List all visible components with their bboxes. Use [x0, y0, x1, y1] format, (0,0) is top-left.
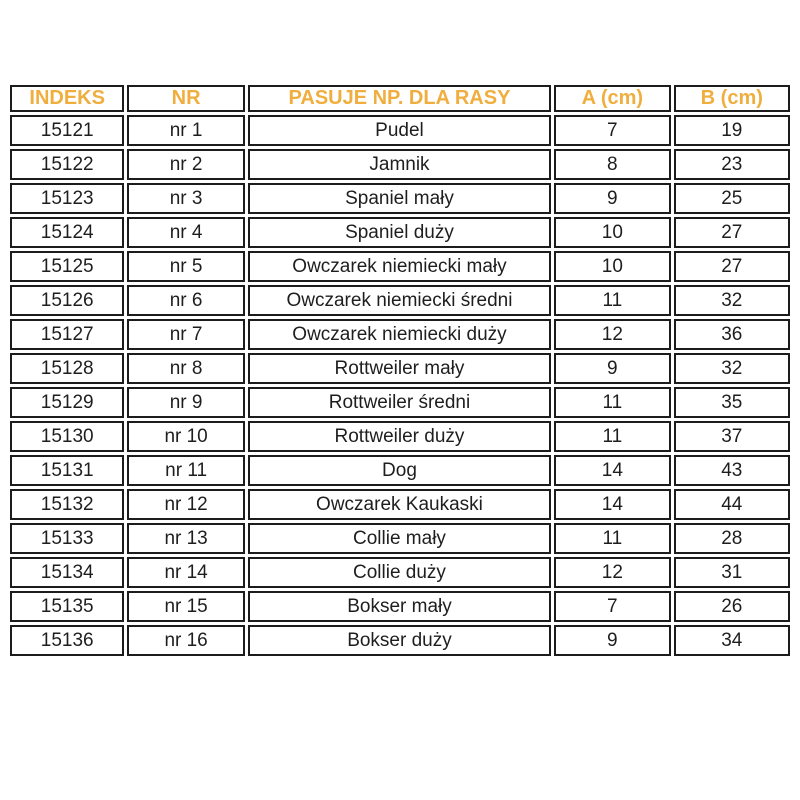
- cell-indeks: 15124: [10, 217, 124, 248]
- cell-breed: Bokser duży: [248, 625, 551, 656]
- cell-b-cm: 32: [674, 285, 790, 316]
- table-row: [10, 353, 790, 384]
- cell-breed: Rottweiler duży: [248, 421, 551, 452]
- table-row: [10, 251, 790, 282]
- cell-indeks: 15136: [10, 625, 124, 656]
- cell-breed: Jamnik: [248, 149, 551, 180]
- table-row: [10, 387, 790, 418]
- cell-indeks: 15134: [10, 557, 124, 588]
- cell-a-cm: 11: [554, 421, 670, 452]
- cell-b-cm: 32: [674, 353, 790, 384]
- cell-indeks: 15129: [10, 387, 124, 418]
- table-row: [10, 319, 790, 350]
- cell-indeks: 15130: [10, 421, 124, 452]
- table-header-row: [10, 85, 790, 112]
- table-row: [10, 557, 790, 588]
- cell-b-cm: 19: [674, 115, 790, 146]
- cell-nr: nr 5: [127, 251, 244, 282]
- cell-breed: Owczarek niemiecki mały: [248, 251, 551, 282]
- cell-nr: nr 3: [127, 183, 244, 214]
- cell-breed: Owczarek niemiecki duży: [248, 319, 551, 350]
- cell-b-cm: 25: [674, 183, 790, 214]
- table-body: [10, 115, 790, 656]
- table-row: [10, 591, 790, 622]
- cell-nr: nr 12: [127, 489, 244, 520]
- cell-nr: nr 15: [127, 591, 244, 622]
- cell-b-cm: 26: [674, 591, 790, 622]
- cell-indeks: 15126: [10, 285, 124, 316]
- cell-indeks: 15131: [10, 455, 124, 486]
- cell-nr: nr 10: [127, 421, 244, 452]
- cell-indeks: 15128: [10, 353, 124, 384]
- cell-nr: nr 16: [127, 625, 244, 656]
- cell-a-cm: 10: [554, 251, 670, 282]
- cell-a-cm: 7: [554, 115, 670, 146]
- cell-breed: Rottweiler średni: [248, 387, 551, 418]
- header-cell-breed: PASUJE NP. DLA RASY: [248, 85, 551, 112]
- cell-b-cm: 35: [674, 387, 790, 418]
- cell-indeks: 15122: [10, 149, 124, 180]
- header-cell-a-cm: A (cm): [554, 85, 670, 112]
- cell-nr: nr 7: [127, 319, 244, 350]
- table-row: [10, 285, 790, 316]
- cell-breed: Spaniel mały: [248, 183, 551, 214]
- cell-b-cm: 27: [674, 251, 790, 282]
- cell-a-cm: 9: [554, 625, 670, 656]
- cell-nr: nr 2: [127, 149, 244, 180]
- cell-indeks: 15121: [10, 115, 124, 146]
- cell-nr: nr 6: [127, 285, 244, 316]
- cell-breed: Collie mały: [248, 523, 551, 554]
- cell-a-cm: 9: [554, 353, 670, 384]
- cell-b-cm: 36: [674, 319, 790, 350]
- cell-breed: Rottweiler mały: [248, 353, 551, 384]
- cell-nr: nr 8: [127, 353, 244, 384]
- cell-a-cm: 11: [554, 285, 670, 316]
- cell-indeks: 15132: [10, 489, 124, 520]
- cell-nr: nr 4: [127, 217, 244, 248]
- cell-b-cm: 37: [674, 421, 790, 452]
- cell-a-cm: 14: [554, 455, 670, 486]
- cell-breed: Collie duży: [248, 557, 551, 588]
- table-row: [10, 421, 790, 452]
- cell-breed: Pudel: [248, 115, 551, 146]
- table-row: [10, 217, 790, 248]
- dog-size-table: [7, 82, 793, 659]
- header-row: [10, 85, 790, 112]
- cell-breed: Owczarek niemiecki średni: [248, 285, 551, 316]
- cell-a-cm: 11: [554, 387, 670, 418]
- cell-a-cm: 12: [554, 319, 670, 350]
- header-cell-b-cm: B (cm): [674, 85, 790, 112]
- cell-a-cm: 14: [554, 489, 670, 520]
- cell-nr: nr 13: [127, 523, 244, 554]
- cell-b-cm: 34: [674, 625, 790, 656]
- cell-nr: nr 9: [127, 387, 244, 418]
- cell-nr: nr 1: [127, 115, 244, 146]
- cell-a-cm: 12: [554, 557, 670, 588]
- table-row: [10, 523, 790, 554]
- cell-indeks: 15125: [10, 251, 124, 282]
- cell-nr: nr 11: [127, 455, 244, 486]
- cell-b-cm: 27: [674, 217, 790, 248]
- cell-a-cm: 10: [554, 217, 670, 248]
- cell-indeks: 15135: [10, 591, 124, 622]
- cell-a-cm: 11: [554, 523, 670, 554]
- cell-indeks: 15133: [10, 523, 124, 554]
- cell-nr: nr 14: [127, 557, 244, 588]
- cell-b-cm: 28: [674, 523, 790, 554]
- cell-indeks: 15123: [10, 183, 124, 214]
- table-row: [10, 489, 790, 520]
- table-row: [10, 149, 790, 180]
- header-cell-indeks: INDEKS: [10, 85, 124, 112]
- cell-breed: Spaniel duży: [248, 217, 551, 248]
- header-cell-nr: NR: [127, 85, 244, 112]
- table-row: [10, 115, 790, 146]
- table-row: [10, 625, 790, 656]
- cell-a-cm: 7: [554, 591, 670, 622]
- cell-breed: Bokser mały: [248, 591, 551, 622]
- cell-breed: Dog: [248, 455, 551, 486]
- cell-b-cm: 23: [674, 149, 790, 180]
- cell-b-cm: 31: [674, 557, 790, 588]
- cell-a-cm: 9: [554, 183, 670, 214]
- cell-b-cm: 44: [674, 489, 790, 520]
- cell-indeks: 15127: [10, 319, 124, 350]
- table-row: [10, 455, 790, 486]
- cell-a-cm: 8: [554, 149, 670, 180]
- cell-b-cm: 43: [674, 455, 790, 486]
- cell-breed: Owczarek Kaukaski: [248, 489, 551, 520]
- table-row: [10, 183, 790, 214]
